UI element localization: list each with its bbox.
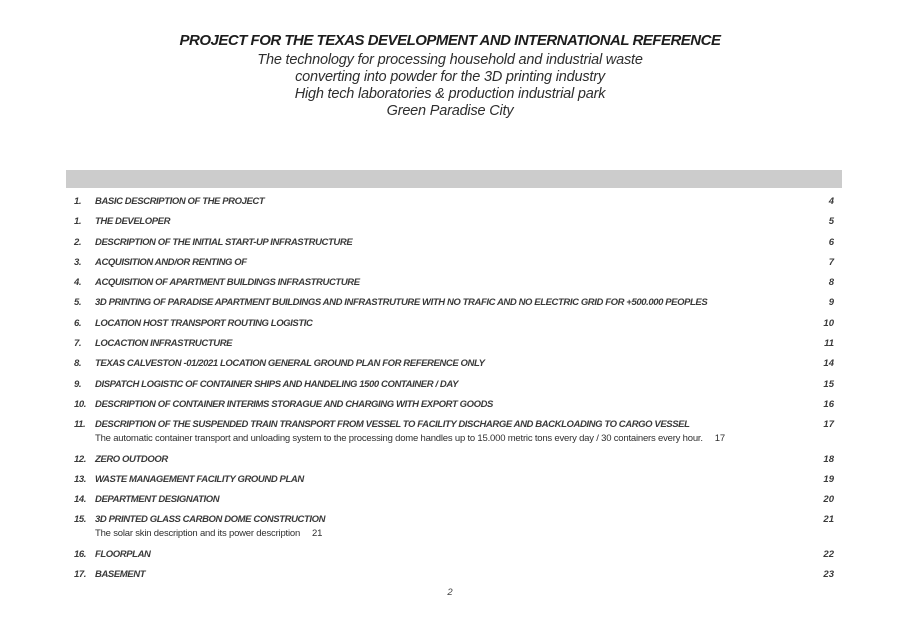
toc-entry-page: 22	[823, 548, 834, 560]
toc-entry[interactable]	[66, 237, 834, 249]
toc-entry-number: 15.	[74, 514, 87, 526]
toc-entry[interactable]	[66, 216, 834, 228]
document-header	[0, 32, 900, 120]
toc-entry-title: ZERO OUTDOOR	[95, 453, 168, 465]
toc-entry-page: 19	[823, 473, 834, 485]
toc-entry-page: 17	[823, 419, 834, 431]
toc-entry-page: 20	[823, 494, 834, 506]
toc-entry-title: DEPARTMENT DESIGNATION	[95, 494, 220, 506]
document-subtitle-4: Green Paradise City	[386, 103, 514, 119]
toc-entry-number: 9.	[74, 378, 82, 390]
toc-entry-number: 1.	[74, 196, 82, 207]
toc-entry[interactable]	[66, 419, 834, 431]
toc-entry-title: TEXAS CALVESTON -01/2021 LOCATION GENERAL GROUND PLAN FOR REFERENCE ONLY	[95, 358, 485, 370]
toc-entry[interactable]	[66, 454, 834, 466]
toc-list	[66, 196, 834, 589]
toc-entry-subtext-page: 17	[714, 433, 725, 445]
toc-entry-number: 4.	[74, 277, 82, 289]
toc-entry-page: 18	[823, 453, 834, 465]
toc-entry[interactable]	[66, 569, 834, 581]
document-subtitle-2: converting into powder for the 3D printing industry	[295, 69, 605, 85]
toc-entry-subtext	[95, 528, 834, 540]
toc-entry-subtext-label: The solar skin description and its power description	[95, 528, 301, 540]
toc-entry-number: 17.	[74, 569, 87, 581]
toc-entry-number: 13.	[74, 473, 87, 485]
toc-entry-number: 1.	[74, 216, 82, 228]
document-subtitle-3: High tech laboratories & production industrial park	[294, 86, 606, 102]
toc-entry-page: 14	[823, 358, 834, 370]
toc-entry-number: 14.	[74, 494, 87, 506]
toc-entry[interactable]	[66, 474, 834, 486]
divider-bar	[66, 170, 842, 188]
toc-entry-title: WASTE MANAGEMENT FACILITY GROUND PLAN	[95, 473, 304, 485]
page-number: 2	[447, 587, 453, 598]
toc-entry-number: 6.	[74, 317, 82, 329]
toc-entry-title: 3D PRINTED GLASS CARBON DOME CONSTRUCTION	[95, 514, 326, 526]
toc-entry[interactable]	[66, 277, 834, 289]
toc-entry-number: 5.	[74, 297, 82, 309]
toc-entry-subtext	[95, 433, 834, 445]
toc-entry-title: DESCRIPTION OF CONTAINER INTERIMS STORAGUE AND CHARGING WITH EXPORT GOODS	[95, 398, 493, 410]
toc-entry-subtext-page: 21	[312, 528, 323, 540]
toc-entry-title: DESCRIPTION OF THE SUSPENDED TRAIN TRANSPORT FROM VESSEL TO FACILITY DISCHARGE AND BACKLOADING TO CARGO VESSEL	[95, 419, 690, 431]
toc-entry[interactable]	[66, 514, 834, 526]
toc-entry[interactable]	[66, 549, 834, 561]
toc-entry-page: 11	[824, 338, 834, 350]
toc-entry-page: 10	[823, 317, 834, 329]
toc-entry-page: 5	[828, 216, 834, 228]
toc-entry-number: 16.	[74, 548, 87, 560]
toc-entry-page: 16	[823, 398, 834, 410]
toc-entry-number: 3.	[74, 256, 82, 268]
toc-entry-title: 3D PRINTING OF PARADISE APARTMENT BUILDINGS AND INFRASTRUTURE WITH NO TRAFIC AND NO ELECTRIC GRID FOR +500.000 PEOPLES	[95, 297, 708, 309]
toc-entry-page: 7	[828, 256, 834, 268]
document-subtitle-1: The technology for processing household and industrial waste	[257, 52, 643, 68]
toc-entry-number: 8.	[74, 358, 82, 370]
toc-entry[interactable]	[66, 399, 834, 411]
toc-entry-number: 12.	[74, 453, 87, 465]
toc-entry-number: 7.	[74, 338, 82, 350]
toc-entry-page: 9	[828, 297, 834, 309]
toc-entry-title: LOCATION HOST TRANSPORT ROUTING LOGISTIC	[95, 317, 313, 329]
toc-entry-title: LOCACTION INFRASTRUCTURE	[95, 338, 233, 350]
toc-entry[interactable]	[66, 358, 834, 370]
toc-entry-number: 11.	[74, 419, 86, 431]
toc-entry-title: ACQUISITION OF APARTMENT BUILDINGS INFRASTRUCTURE	[95, 277, 360, 289]
toc-entry[interactable]	[66, 318, 834, 330]
toc-entry[interactable]	[66, 257, 834, 269]
toc-entry-page: 15	[823, 378, 834, 390]
toc-entry-number: 10.	[74, 398, 87, 410]
toc-entry[interactable]	[66, 379, 834, 391]
toc-entry[interactable]	[66, 338, 834, 350]
toc-entry[interactable]	[66, 196, 834, 208]
toc-entry-page: 8	[828, 277, 834, 289]
toc-entry-number: 2.	[74, 236, 82, 248]
toc-entry-page: 4	[828, 196, 834, 207]
toc-entry-subtext-label: The automatic container transport and unloading system to the processing dome handles up to 15.000 metric tons every day / 30 containers every hour.	[95, 433, 703, 445]
toc-entry-title: BASEMENT	[95, 569, 146, 581]
toc-entry[interactable]	[66, 297, 834, 309]
toc-entry-page: 23	[823, 569, 834, 581]
toc-entry[interactable]	[66, 494, 834, 506]
toc-entry-title: BASIC DESCRIPTION OF THE PROJECT	[95, 196, 265, 207]
toc-entry-page: 21	[823, 514, 834, 526]
toc-entry-title: DISPATCH LOGISTIC OF CONTAINER SHIPS AND HANDELING 1500 CONTAINER / DAY	[95, 378, 459, 390]
toc-entry-title: FLOORPLAN	[95, 548, 151, 560]
toc-entry-title: THE DEVELOPER	[95, 216, 171, 228]
toc-entry-title: DESCRIPTION OF THE INITIAL START-UP INFRASTRUCTURE	[95, 236, 353, 248]
toc-entry-title: ACQUISITION AND/OR RENTING OF	[95, 256, 247, 268]
toc-entry-page: 6	[828, 236, 834, 248]
document-title: PROJECT FOR THE TEXAS DEVELOPMENT AND INTERNATIONAL REFERENCE	[179, 32, 721, 49]
document-footer	[0, 582, 900, 600]
